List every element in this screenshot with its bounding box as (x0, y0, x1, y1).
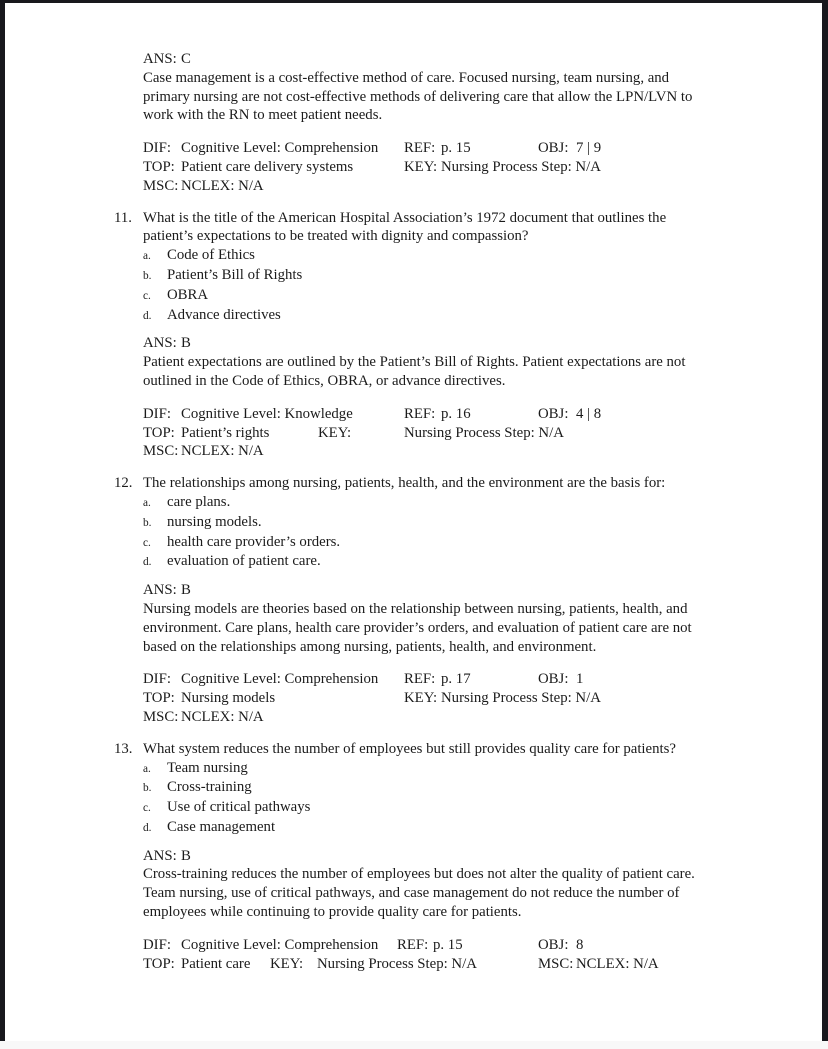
meta-segment: DIF: (143, 936, 171, 953)
meta-block (0, 139, 828, 195)
meta-segment: 8 (576, 936, 584, 953)
answer-block (0, 847, 828, 922)
answer-line (143, 581, 828, 600)
option-letter: d. (143, 556, 152, 569)
explanation-line: Case management is a cost-effective method of care. Focused nursing, team nursing, and (143, 69, 670, 86)
meta-segment: MSC: (143, 443, 179, 460)
explanation-line: work with the RN to meet patient needs. (143, 107, 383, 124)
meta-segment: p. 17 (441, 671, 471, 688)
question-number: 13. (114, 740, 133, 757)
meta-row (0, 442, 828, 461)
option-row (143, 552, 828, 572)
answer-value: B (181, 335, 191, 352)
question-text: The relationships among nursing, patients, health, and the environment are the basis for: (143, 475, 666, 492)
meta-segment: DIF: (143, 671, 171, 688)
question-block (0, 740, 828, 838)
option-text: Cross-training (167, 779, 252, 796)
meta-segment: REF: (404, 405, 436, 422)
question-number: 11. (114, 209, 132, 226)
meta-segment: NCLEX: N/A (181, 443, 264, 460)
meta-row (0, 708, 828, 727)
question-text: What is the title of the American Hospital Association’s 1972 document that outlines the (143, 209, 667, 226)
meta-segment: TOP: (143, 690, 175, 707)
meta-segment: REF: (397, 936, 429, 953)
meta-segment: p. 15 (441, 140, 471, 157)
viewer-bottom-strip (0, 1041, 828, 1049)
option-row (143, 798, 828, 818)
option-letter: d. (143, 821, 152, 834)
meta-segment: OBJ: (538, 405, 569, 422)
answer-label: ANS: (143, 335, 177, 352)
option-letter: c. (143, 802, 151, 815)
answer-label: ANS: (143, 51, 177, 67)
explanation-line: outlined in the Code of Ethics, OBRA, or advance directives. (143, 372, 506, 389)
meta-segment: Cognitive Level: Comprehension (181, 140, 379, 157)
meta-segment: Nursing models (181, 690, 276, 707)
question-line (114, 474, 828, 493)
option-text: nursing models. (167, 513, 262, 530)
question-line (114, 740, 828, 759)
explanation-line: Team nursing, use of critical pathways, and case management do not reduce the number of (143, 885, 680, 902)
question-number: 12. (114, 475, 133, 492)
explanation-line: Cross-training reduces the number of employees but does not alter the quality of patient care. (143, 866, 695, 883)
meta-segment: MSC: (538, 955, 574, 972)
meta-segment: 1 (576, 671, 584, 688)
question-text: What system reduces the number of employees but still provides quality care for patients? (143, 740, 676, 757)
option-row (143, 533, 828, 553)
option-letter: b. (143, 516, 152, 529)
answer-line (143, 847, 828, 866)
option-row (143, 513, 828, 533)
option-row (143, 286, 828, 306)
meta-block (0, 936, 828, 974)
option-row (143, 266, 828, 286)
meta-segment: Cognitive Level: Knowledge (181, 405, 353, 422)
option-text: Advance directives (167, 306, 281, 323)
option-row (143, 493, 828, 513)
meta-segment: KEY: (404, 158, 438, 175)
meta-segment: p. 15 (433, 936, 463, 953)
meta-row (0, 689, 828, 708)
option-text: evaluation of patient care. (167, 553, 321, 570)
meta-row (0, 936, 828, 955)
meta-row (0, 405, 828, 424)
option-row (143, 759, 828, 779)
answer-value: B (181, 582, 191, 599)
meta-segment: 4 | 8 (576, 405, 602, 422)
meta-segment: KEY: (318, 424, 352, 441)
viewer-right-edge (822, 0, 828, 1041)
answer-label: ANS: (143, 582, 177, 599)
meta-block (0, 670, 828, 726)
answer-block (0, 50, 828, 125)
meta-block (0, 405, 828, 461)
meta-segment: Nursing Process Step: N/A (317, 955, 477, 972)
answer-line (143, 50, 828, 69)
meta-segment: DIF: (143, 140, 171, 157)
viewer-top-edge (0, 0, 828, 3)
option-text: Patient’s Bill of Rights (167, 266, 303, 283)
option-text: Use of critical pathways (167, 799, 311, 816)
meta-row (0, 955, 828, 974)
meta-segment: TOP: (143, 424, 175, 441)
meta-segment: OBJ: (538, 140, 569, 157)
option-text: OBRA (167, 286, 209, 303)
option-text: Code of Ethics (167, 247, 255, 264)
option-letter: a. (143, 762, 151, 775)
viewer-left-edge (0, 0, 5, 1041)
meta-segment: MSC: (143, 177, 179, 194)
explanation-line: environment. Care plans, health care provider’s orders, and evaluation of patient care are not (143, 619, 692, 636)
meta-segment: TOP: (143, 955, 175, 972)
option-letter: a. (143, 496, 151, 509)
meta-row (0, 424, 828, 443)
meta-segment: KEY: (404, 690, 438, 707)
meta-segment: REF: (404, 140, 436, 157)
answer-value: C (181, 51, 191, 67)
meta-segment: Nursing Process Step: N/A (441, 158, 601, 175)
option-text: health care provider’s orders. (167, 533, 341, 550)
question-block (0, 474, 828, 572)
meta-segment: Patient’s rights (181, 424, 270, 441)
question-block (0, 209, 828, 326)
meta-segment: Nursing Process Step: N/A (404, 424, 564, 441)
meta-segment: Patient care (181, 955, 251, 972)
explanation-line: Patient expectations are outlined by the Patient’s Bill of Rights. Patient expectations are not (143, 354, 686, 371)
question-line (114, 209, 828, 228)
option-letter: b. (143, 269, 152, 282)
meta-segment: NCLEX: N/A (181, 177, 264, 194)
meta-segment: TOP: (143, 158, 175, 175)
answer-line (143, 334, 828, 353)
meta-segment: OBJ: (538, 936, 569, 953)
option-letter: c. (143, 289, 151, 302)
meta-segment: NCLEX: N/A (181, 708, 264, 725)
meta-row (0, 158, 828, 177)
answer-value: B (181, 847, 191, 864)
meta-segment: Cognitive Level: Comprehension (181, 936, 379, 953)
option-letter: b. (143, 782, 152, 795)
meta-segment: KEY: (270, 955, 304, 972)
meta-segment: Cognitive Level: Comprehension (181, 671, 379, 688)
option-text: care plans. (167, 493, 231, 510)
meta-segment: REF: (404, 671, 436, 688)
meta-row (0, 177, 828, 196)
option-letter: a. (143, 250, 151, 263)
meta-segment: 7 | 9 (576, 140, 602, 157)
option-letter: c. (143, 536, 151, 549)
meta-row (0, 670, 828, 689)
option-row (143, 306, 828, 326)
explanation-line: primary nursing are not cost-effective methods of delivering care that allow the LPN/LVN to (143, 88, 693, 105)
meta-segment: Nursing Process Step: N/A (441, 690, 601, 707)
meta-row (0, 139, 828, 158)
question-line: patient’s expectations to be treated with dignity and compassion? (143, 228, 529, 245)
answer-label: ANS: (143, 847, 177, 864)
meta-segment: Patient care delivery systems (181, 158, 354, 175)
explanation-line: employees while continuing to provide quality care for patients. (143, 904, 522, 921)
option-row (143, 778, 828, 798)
explanation-line: based on the relationships among nursing, patients, health, and environment. (143, 638, 597, 655)
option-letter: d. (143, 309, 152, 322)
meta-segment: MSC: (143, 708, 179, 725)
answer-block (0, 581, 828, 656)
option-text: Team nursing (167, 759, 248, 776)
meta-segment: p. 16 (441, 405, 471, 422)
meta-segment: OBJ: (538, 671, 569, 688)
option-text: Case management (167, 818, 276, 835)
option-row (143, 246, 828, 266)
meta-segment: NCLEX: N/A (576, 955, 659, 972)
option-row (143, 818, 828, 838)
meta-segment: DIF: (143, 405, 171, 422)
answer-block (0, 334, 828, 390)
explanation-line: Nursing models are theories based on the relationship between nursing, patients, health, and (143, 600, 688, 617)
